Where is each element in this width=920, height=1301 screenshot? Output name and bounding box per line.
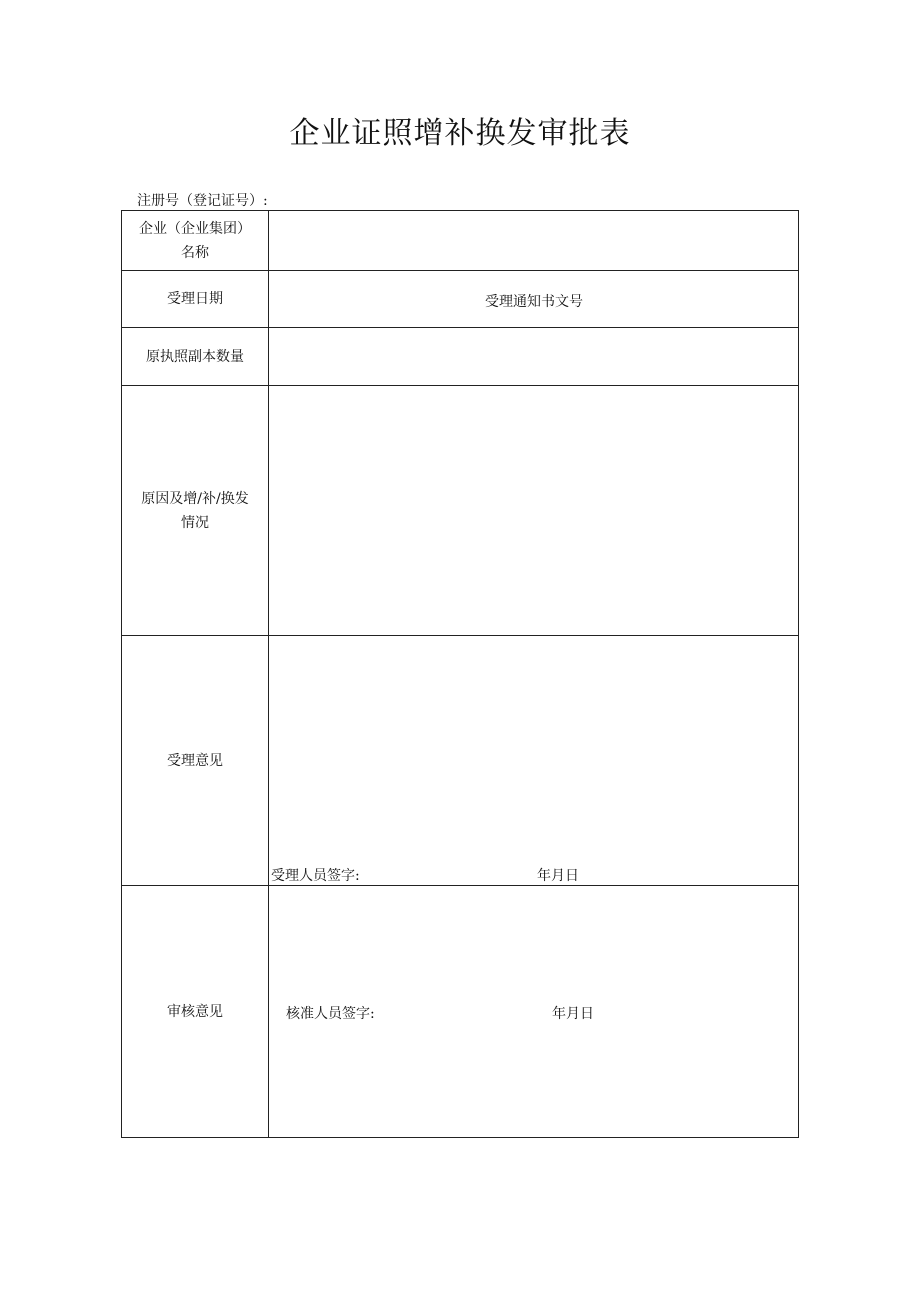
company-name-field[interactable] xyxy=(269,211,799,271)
acceptance-signature-label: 受理人员签字: xyxy=(271,868,360,884)
table-row-acceptance-opinion xyxy=(122,636,799,886)
company-name-label-line2: 名称 xyxy=(181,244,209,261)
company-name-label-line1: 企业（企业集团） xyxy=(139,220,251,237)
form-title: 企业证照增补换发审批表 xyxy=(289,116,631,151)
copies-label: 原执照副本数量 xyxy=(122,328,269,386)
acceptance-opinion-label: 受理意见 xyxy=(122,636,269,886)
copies-field[interactable] xyxy=(269,328,799,386)
approval-form-table xyxy=(121,210,799,1138)
reason-label-line1: 原因及增/补/换发 xyxy=(141,490,249,507)
acceptance-date-signature-label: 年月日 xyxy=(537,868,579,884)
table-row-copies xyxy=(122,328,799,386)
acceptance-date-label: 受理日期 xyxy=(122,271,269,328)
reason-label-line2: 情况 xyxy=(181,514,209,531)
reason-field[interactable] xyxy=(269,386,799,636)
table-row-reason xyxy=(122,386,799,636)
review-signature-label: 核准人员签字: xyxy=(286,1006,375,1022)
table-row-review-opinion xyxy=(122,886,799,1138)
notice-number-label: 受理通知书文号 xyxy=(485,294,583,310)
acceptance-opinion-field[interactable] xyxy=(269,636,799,886)
acceptance-date-field[interactable] xyxy=(269,271,799,328)
review-date-signature-label: 年月日 xyxy=(552,1006,594,1022)
company-name-label xyxy=(122,211,269,271)
review-opinion-label: 审核意见 xyxy=(122,886,269,1138)
registration-number-label: 注册号（登记证号）: xyxy=(137,193,268,209)
table-row-acceptance-date xyxy=(122,271,799,328)
table-row-company-name xyxy=(122,211,799,271)
reason-label xyxy=(122,386,269,636)
review-opinion-field[interactable] xyxy=(269,886,799,1138)
